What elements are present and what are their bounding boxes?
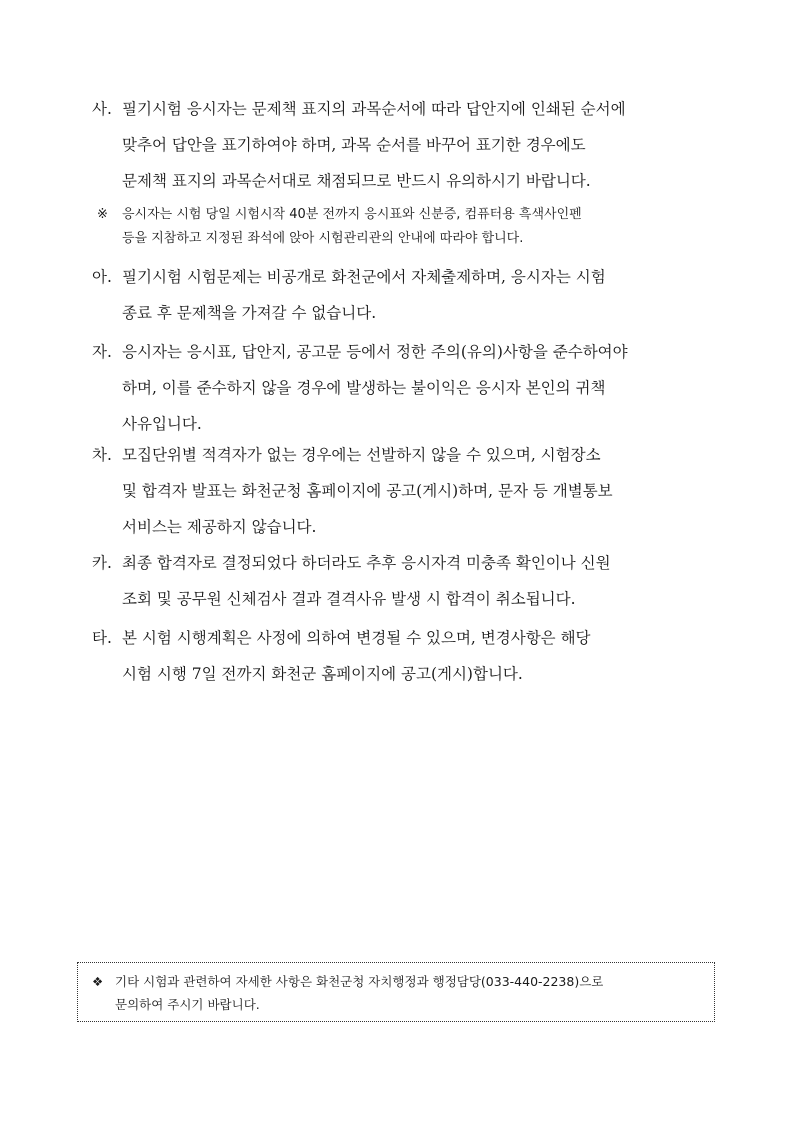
item-marker: 차. xyxy=(92,446,112,464)
item-line: 사유입니다. xyxy=(122,415,202,433)
item-line: 최종 합격자로 결정되었다 하더라도 추후 응시자격 미충족 확인이나 신원 xyxy=(122,554,611,572)
item-line: 시험 시행 7일 전까지 화천군 홈페이지에 공고(게시)합니다. xyxy=(122,665,523,683)
item-marker: 자. xyxy=(92,343,112,361)
notice-item-cha xyxy=(92,437,732,545)
item-line: 문제책 표지의 과목순서대로 채점되므로 반드시 유의하시기 바랍니다. xyxy=(122,172,591,190)
contact-info-box xyxy=(77,962,715,1022)
item-line: 조회 및 공무원 신체검사 결과 결격사유 발생 시 합격이 취소됩니다. xyxy=(122,590,576,608)
item-line: 응시자는 응시표, 답안지, 공고문 등에서 정한 주의(유의)사항을 준수하여야 xyxy=(122,343,628,361)
notice-item-a xyxy=(92,259,732,331)
contact-line: 문의하여 주시기 바랍니다. xyxy=(115,997,260,1012)
note-line: 응시자는 시험 당일 시험시작 40분 전까지 응시표와 신분증, 컴퓨터용 흑색사인펜 xyxy=(122,207,582,222)
item-line: 종료 후 문제책을 가져갈 수 없습니다. xyxy=(122,304,377,322)
item-line: 맞추어 답안을 표기하여야 하며, 과목 순서를 바꾸어 표기한 경우에도 xyxy=(122,136,586,154)
note-marker: ※ xyxy=(97,207,108,222)
notice-item-ta xyxy=(92,620,732,692)
item-line: 본 시험 시행계획은 사정에 의하여 변경될 수 있으며, 변경사항은 해당 xyxy=(122,629,591,647)
contact-line: 기타 시험과 관련하여 자세한 사항은 화천군청 자치행정과 행정담당(033-440-2238)으로 xyxy=(115,974,604,989)
notice-item-ja xyxy=(92,334,732,442)
item-line: 하며, 이를 준수하지 않을 경우에 발생하는 불이익은 응시자 본인의 귀책 xyxy=(122,379,606,397)
item-marker: 카. xyxy=(92,554,112,572)
notice-item-sa xyxy=(92,91,732,199)
item-line: 필기시험 응시자는 문제책 표지의 과목순서에 따라 답안지에 인쇄된 순서에 xyxy=(122,100,626,118)
notice-note xyxy=(97,203,737,251)
item-marker: 사. xyxy=(92,100,112,118)
item-line: 필기시험 시험문제는 비공개로 화천군에서 자체출제하며, 응시자는 시험 xyxy=(122,268,606,286)
item-line: 서비스는 제공하지 않습니다. xyxy=(122,518,317,536)
notice-item-ka xyxy=(92,545,732,617)
item-marker: 아. xyxy=(92,268,112,286)
diamond-bullet-icon: ❖ xyxy=(92,974,104,989)
item-line: 모집단위별 적격자가 없는 경우에는 선발하지 않을 수 있으며, 시험장소 xyxy=(122,446,601,464)
note-line: 등을 지참하고 지정된 좌석에 앉아 시험관리관의 안내에 따라야 합니다. xyxy=(122,231,524,246)
item-line: 및 합격자 발표는 화천군청 홈페이지에 공고(게시)하며, 문자 등 개별통보 xyxy=(122,482,613,500)
item-marker: 타. xyxy=(92,629,112,647)
